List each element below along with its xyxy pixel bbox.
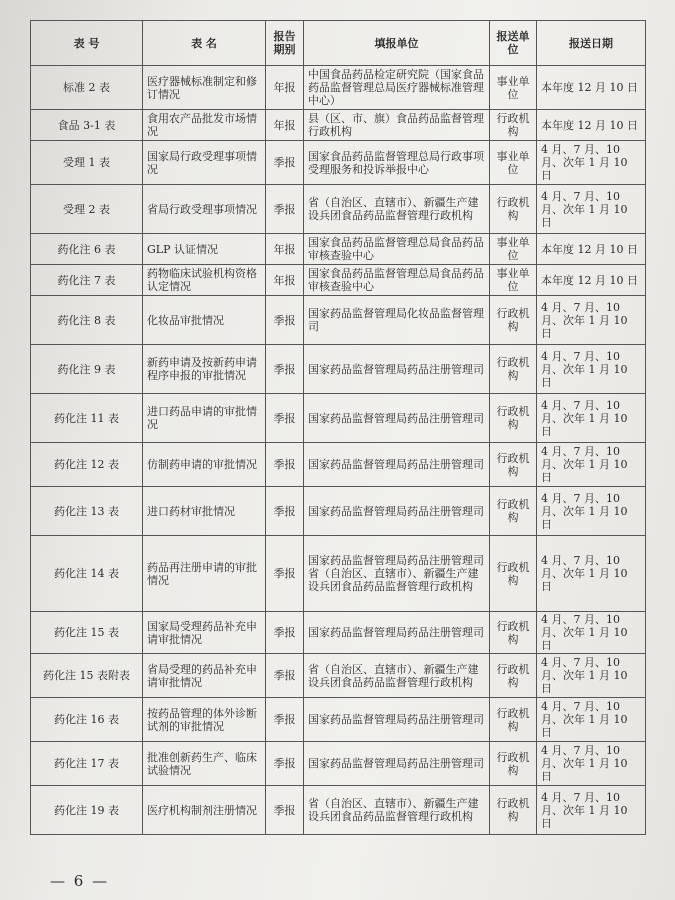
header-unit: 填报单位 bbox=[304, 21, 490, 66]
header-name: 表 名 bbox=[143, 21, 266, 66]
table-date-cell: 4 月、7 月、10 月、次年 1 月 10 日 bbox=[537, 612, 646, 654]
table-row bbox=[31, 443, 646, 487]
table-row bbox=[31, 487, 646, 536]
table-code-cell: 药化注 8 表 bbox=[31, 296, 143, 345]
table-to-cell: 行政机构 bbox=[490, 536, 537, 612]
table-unit-cell: 国家食品药品监督管理总局食品药品审核查验中心 bbox=[304, 234, 490, 265]
header-date: 报送日期 bbox=[537, 21, 646, 66]
table-period-cell: 年报 bbox=[266, 234, 304, 265]
table-unit-cell: 中国食品药品检定研究院（国家食品药品监督管理总局医疗器械标准管理中心） bbox=[304, 66, 490, 110]
table-code-cell: 食品 3-1 表 bbox=[31, 110, 143, 141]
table-period-cell: 季报 bbox=[266, 141, 304, 185]
table-date-cell: 本年度 12 月 10 日 bbox=[537, 110, 646, 141]
table-row bbox=[31, 234, 646, 265]
table-code-cell: 药化注 12 表 bbox=[31, 443, 143, 487]
table-to-cell: 事业单位 bbox=[490, 265, 537, 296]
header-period: 报告期别 bbox=[266, 21, 304, 66]
table-to-cell: 行政机构 bbox=[490, 487, 537, 536]
table-to-cell: 行政机构 bbox=[490, 296, 537, 345]
table-row bbox=[31, 66, 646, 110]
table-row bbox=[31, 536, 646, 612]
table-row bbox=[31, 345, 646, 394]
table-row bbox=[31, 265, 646, 296]
table-to-cell: 行政机构 bbox=[490, 110, 537, 141]
table-name-cell: 医疗器械标准制定和修订情况 bbox=[143, 66, 266, 110]
table-code-cell: 药化注 14 表 bbox=[31, 536, 143, 612]
table-unit-cell: 国家药品监督管理局药品注册管理司 bbox=[304, 742, 490, 786]
table-to-cell: 行政机构 bbox=[490, 612, 537, 654]
table-unit-cell: 国家药品监督管理局药品注册管理司 bbox=[304, 345, 490, 394]
table-to-cell: 事业单位 bbox=[490, 66, 537, 110]
table-date-cell: 4 月、7 月、10 月、次年 1 月 10 日 bbox=[537, 536, 646, 612]
table-code-cell: 受理 2 表 bbox=[31, 185, 143, 234]
table-code-cell: 药化注 11 表 bbox=[31, 394, 143, 443]
page-number: — 6 — bbox=[50, 872, 110, 890]
table-period-cell: 季报 bbox=[266, 786, 304, 835]
table-period-cell: 季报 bbox=[266, 185, 304, 234]
table-date-cell: 4 月、7 月、10 月、次年 1 月 10 日 bbox=[537, 394, 646, 443]
table-unit-cell: 县（区、市、旗）食品药品监督管理行政机构 bbox=[304, 110, 490, 141]
table-to-cell: 行政机构 bbox=[490, 443, 537, 487]
table-name-cell: 国家局受理药品补充申请审批情况 bbox=[143, 612, 266, 654]
table-code-cell: 药化注 15 表附表 bbox=[31, 654, 143, 698]
table-period-cell: 季报 bbox=[266, 742, 304, 786]
table-date-cell: 4 月、7 月、10 月、次年 1 月 10 日 bbox=[537, 487, 646, 536]
table-row bbox=[31, 185, 646, 234]
table-date-cell: 4 月、7 月、10 月、次年 1 月 10 日 bbox=[537, 345, 646, 394]
table-row bbox=[31, 141, 646, 185]
report-table bbox=[30, 20, 646, 835]
table-period-cell: 年报 bbox=[266, 265, 304, 296]
table-unit-cell: 国家药品监督管理局药品注册管理司 bbox=[304, 698, 490, 742]
table-date-cell: 4 月、7 月、10 月、次年 1 月 10 日 bbox=[537, 141, 646, 185]
table-to-cell: 行政机构 bbox=[490, 185, 537, 234]
table-unit-cell: 国家药品监督管理局药品注册管理司 bbox=[304, 612, 490, 654]
table-code-cell: 药化注 16 表 bbox=[31, 698, 143, 742]
table-date-cell: 4 月、7 月、10 月、次年 1 月 10 日 bbox=[537, 698, 646, 742]
table-to-cell: 行政机构 bbox=[490, 742, 537, 786]
table-name-cell: 仿制药申请的审批情况 bbox=[143, 443, 266, 487]
table-period-cell: 年报 bbox=[266, 66, 304, 110]
table-code-cell: 受理 1 表 bbox=[31, 141, 143, 185]
table-name-cell: 药品再注册申请的审批情况 bbox=[143, 536, 266, 612]
table-row bbox=[31, 786, 646, 835]
table-date-cell: 本年度 12 月 10 日 bbox=[537, 66, 646, 110]
table-unit-cell: 国家药品监督管理局药品注册管理司 bbox=[304, 443, 490, 487]
table-name-cell: 新药申请及按新药申请程序申报的审批情况 bbox=[143, 345, 266, 394]
table-to-cell: 行政机构 bbox=[490, 345, 537, 394]
table-row bbox=[31, 394, 646, 443]
table-code-cell: 药化注 9 表 bbox=[31, 345, 143, 394]
table-date-cell: 4 月、7 月、10 月、次年 1 月 10 日 bbox=[537, 185, 646, 234]
table-unit-cell: 省（自治区、直辖市）、新疆生产建设兵团食品药品监督管理行政机构 bbox=[304, 185, 490, 234]
table-to-cell: 事业单位 bbox=[490, 234, 537, 265]
table-name-cell: 按药品管理的体外诊断试剂的审批情况 bbox=[143, 698, 266, 742]
table-date-cell: 4 月、7 月、10 月、次年 1 月 10 日 bbox=[537, 654, 646, 698]
table-unit-cell: 国家药品监督管理局药品注册管理司 bbox=[304, 394, 490, 443]
table-date-cell: 4 月、7 月、10 月、次年 1 月 10 日 bbox=[537, 786, 646, 835]
table-date-cell: 本年度 12 月 10 日 bbox=[537, 265, 646, 296]
table-date-cell: 4 月、7 月、10 月、次年 1 月 10 日 bbox=[537, 443, 646, 487]
table-code-cell: 药化注 17 表 bbox=[31, 742, 143, 786]
table-name-cell: 省局受理的药品补充申请审批情况 bbox=[143, 654, 266, 698]
table-name-cell: 批准创新药生产、临床试验情况 bbox=[143, 742, 266, 786]
table-to-cell: 行政机构 bbox=[490, 698, 537, 742]
table-date-cell: 本年度 12 月 10 日 bbox=[537, 234, 646, 265]
table-unit-cell: 国家食品药品监督管理总局行政事项受理服务和投诉举报中心 bbox=[304, 141, 490, 185]
table-date-cell: 4 月、7 月、10 月、次年 1 月 10 日 bbox=[537, 296, 646, 345]
table-period-cell: 季报 bbox=[266, 443, 304, 487]
table-row bbox=[31, 296, 646, 345]
table-name-cell: GLP 认证情况 bbox=[143, 234, 266, 265]
table-period-cell: 季报 bbox=[266, 536, 304, 612]
table-header-row bbox=[31, 21, 646, 66]
table-name-cell: 进口药品申请的审批情况 bbox=[143, 394, 266, 443]
table-name-cell: 药物临床试验机构资格认定情况 bbox=[143, 265, 266, 296]
table-to-cell: 行政机构 bbox=[490, 654, 537, 698]
table-period-cell: 季报 bbox=[266, 654, 304, 698]
table-row bbox=[31, 654, 646, 698]
table-unit-cell: 省（自治区、直辖市）、新疆生产建设兵团食品药品监督管理行政机构 bbox=[304, 786, 490, 835]
table-to-cell: 事业单位 bbox=[490, 141, 537, 185]
header-code: 表 号 bbox=[31, 21, 143, 66]
table-code-cell: 药化注 6 表 bbox=[31, 234, 143, 265]
table-period-cell: 季报 bbox=[266, 394, 304, 443]
table-row bbox=[31, 698, 646, 742]
table-name-cell: 进口药材审批情况 bbox=[143, 487, 266, 536]
table-name-cell: 医疗机构制剂注册情况 bbox=[143, 786, 266, 835]
table-unit-cell: 国家药品监督管理局化妆品监督管理司 bbox=[304, 296, 490, 345]
table-row bbox=[31, 612, 646, 654]
header-to: 报送单位 bbox=[490, 21, 537, 66]
table-row bbox=[31, 110, 646, 141]
table-date-cell: 4 月、7 月、10 月、次年 1 月 10 日 bbox=[537, 742, 646, 786]
table-unit-cell: 国家药品监督管理局药品注册管理司 省（自治区、直辖市）、新疆生产建设兵团食品药品监督管理行政机构 bbox=[304, 536, 490, 612]
table-code-cell: 药化注 15 表 bbox=[31, 612, 143, 654]
table-to-cell: 行政机构 bbox=[490, 786, 537, 835]
table-period-cell: 季报 bbox=[266, 698, 304, 742]
table-row bbox=[31, 742, 646, 786]
table-unit-cell: 国家食品药品监督管理总局食品药品审核查验中心 bbox=[304, 265, 490, 296]
table-period-cell: 季报 bbox=[266, 345, 304, 394]
table-name-cell: 省局行政受理事项情况 bbox=[143, 185, 266, 234]
table-name-cell: 食用农产品批发市场情况 bbox=[143, 110, 266, 141]
table-period-cell: 季报 bbox=[266, 612, 304, 654]
table-unit-cell: 国家药品监督管理局药品注册管理司 bbox=[304, 487, 490, 536]
table-period-cell: 季报 bbox=[266, 296, 304, 345]
table-name-cell: 化妆品审批情况 bbox=[143, 296, 266, 345]
table-unit-cell: 省（自治区、直辖市）、新疆生产建设兵团食品药品监督管理行政机构 bbox=[304, 654, 490, 698]
table-code-cell: 药化注 7 表 bbox=[31, 265, 143, 296]
table-period-cell: 年报 bbox=[266, 110, 304, 141]
table-to-cell: 行政机构 bbox=[490, 394, 537, 443]
table-code-cell: 药化注 19 表 bbox=[31, 786, 143, 835]
table-code-cell: 标准 2 表 bbox=[31, 66, 143, 110]
table-code-cell: 药化注 13 表 bbox=[31, 487, 143, 536]
table-name-cell: 国家局行政受理事项情况 bbox=[143, 141, 266, 185]
table-period-cell: 季报 bbox=[266, 487, 304, 536]
